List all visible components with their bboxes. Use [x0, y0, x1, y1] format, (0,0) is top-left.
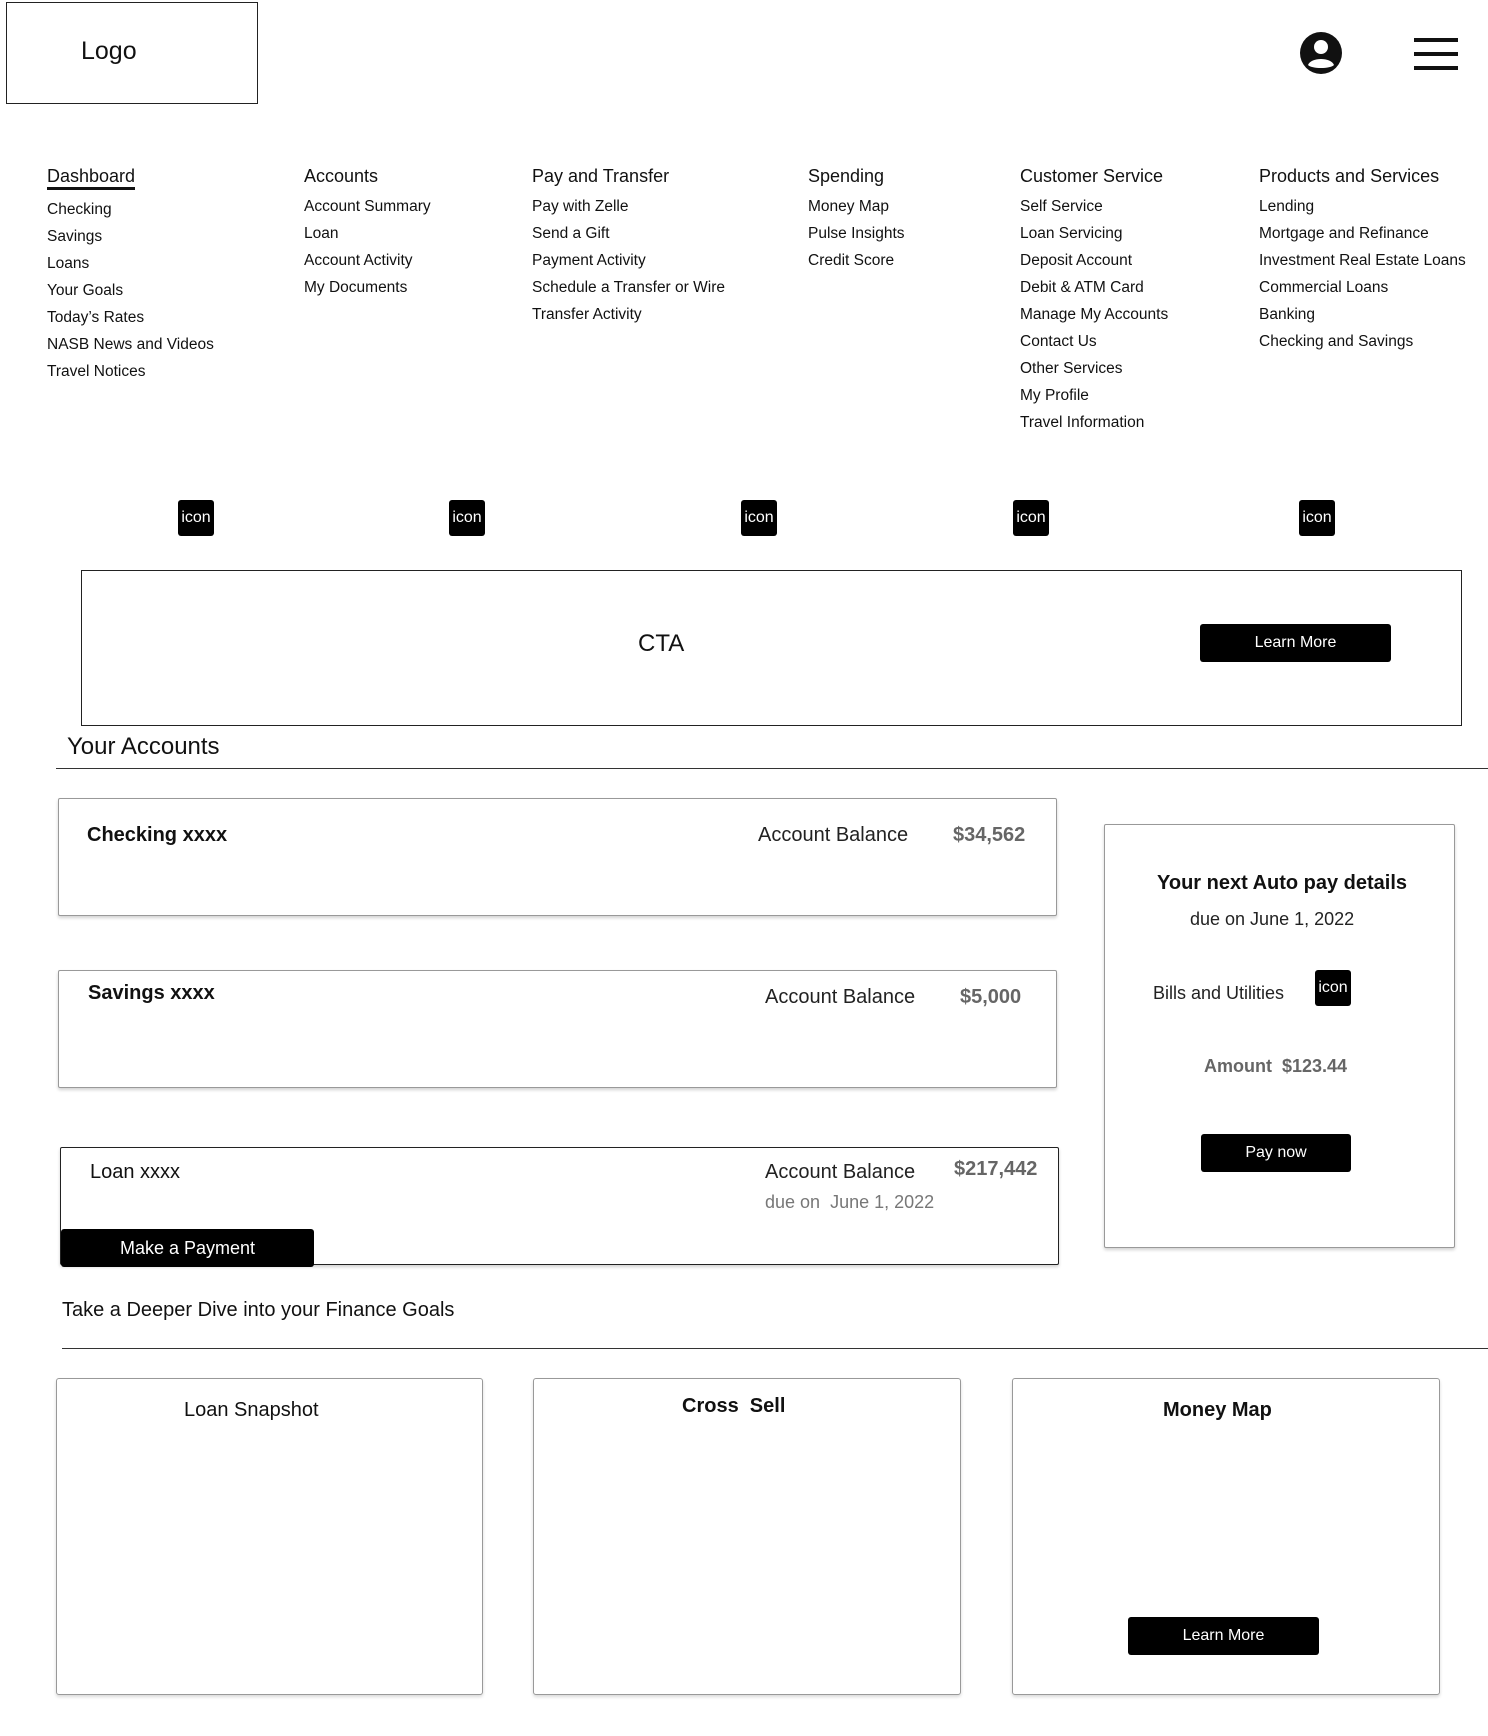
make-payment-button[interactable]: Make a Payment [61, 1229, 314, 1267]
section-divider [56, 768, 1488, 769]
balance-label: Account Balance [765, 986, 916, 1008]
nav-item-payment-activity[interactable]: Payment Activity [532, 252, 646, 269]
nav-item-banking[interactable]: Banking [1259, 306, 1316, 323]
nav-item-schedule-transfer[interactable]: Schedule a Transfer or Wire [532, 279, 725, 296]
card-title: Cross Sell [682, 1395, 786, 1417]
autopay-category: Bills and Utilities [1153, 983, 1285, 1003]
your-accounts-title: Your Accounts [67, 733, 220, 760]
nav-heading-spending[interactable]: Spending [808, 166, 885, 186]
nav-column-products [1259, 166, 1466, 355]
account-name: Checking xxxx [87, 824, 228, 846]
nav-heading-pay-transfer[interactable]: Pay and Transfer [532, 166, 670, 186]
cta-learn-more-button[interactable]: Learn More [1200, 624, 1391, 662]
logo-text: Logo [81, 37, 137, 65]
nav-heading-products[interactable]: Products and Services [1259, 166, 1440, 186]
nav-item-checking-savings[interactable]: Checking and Savings [1259, 333, 1414, 350]
goals-title: Take a Deeper Dive into your Finance Goals [62, 1299, 455, 1321]
card-title: Loan Snapshot [184, 1399, 319, 1421]
nav-item-loans[interactable]: Loans [47, 255, 90, 272]
nav-item-other-services[interactable]: Other Services [1020, 360, 1123, 377]
nav-item-my-documents[interactable]: My Documents [304, 279, 408, 296]
card-title: Money Map [1163, 1399, 1272, 1421]
quick-link-icon[interactable]: icon [178, 500, 214, 536]
quick-link-icon[interactable]: icon [1013, 500, 1049, 536]
quick-link-icon[interactable]: icon [741, 500, 777, 536]
autopay-title: Your next Auto pay details [1157, 872, 1408, 894]
money-map-learn-more-button[interactable]: Learn More [1128, 1617, 1319, 1655]
loan-snapshot-card[interactable] [56, 1378, 483, 1695]
nav-column-customer-service [1020, 166, 1168, 436]
nav-item-deposit-account[interactable]: Deposit Account [1020, 252, 1133, 269]
account-name: Savings xxxx [88, 982, 215, 1004]
nav-item-manage-my-accounts[interactable]: Manage My Accounts [1020, 306, 1169, 323]
amount-value: $123.44 [1282, 1056, 1348, 1076]
nav-item-commercial-loans[interactable]: Commercial Loans [1259, 279, 1389, 296]
autopay-due: due on June 1, 2022 [1190, 909, 1355, 929]
checking-account-card[interactable] [58, 798, 1057, 916]
nav-item-checking[interactable]: Checking [47, 201, 112, 218]
nav-item-loan[interactable]: Loan [304, 225, 339, 242]
section-divider [62, 1348, 1488, 1349]
due-label: due on [765, 1192, 821, 1212]
hamburger-menu-icon[interactable] [1414, 36, 1458, 72]
nav-item-account-summary[interactable]: Account Summary [304, 198, 431, 215]
nav-item-transfer-activity[interactable]: Transfer Activity [532, 306, 642, 323]
nav-item-travel-information[interactable]: Travel Information [1020, 414, 1145, 431]
pay-now-button[interactable]: Pay now [1201, 1134, 1351, 1172]
nav-item-your-goals[interactable]: Your Goals [47, 282, 124, 299]
nav-item-nasb-news[interactable]: NASB News and Videos [47, 336, 214, 353]
account-name: Loan xxxx [90, 1161, 181, 1183]
nav-item-credit-score[interactable]: Credit Score [808, 252, 895, 269]
nav-heading-customer-service[interactable]: Customer Service [1020, 166, 1164, 186]
nav-item-travel-notices[interactable]: Travel Notices [47, 363, 146, 380]
nav-heading-accounts[interactable]: Accounts [304, 166, 379, 186]
due-date: June 1, 2022 [830, 1192, 935, 1212]
nav-item-send-a-gift[interactable]: Send a Gift [532, 225, 610, 242]
balance-value: $217,442 [954, 1158, 1038, 1180]
bills-utilities-icon: icon [1315, 970, 1351, 1006]
autopay-panel [1104, 824, 1455, 1248]
user-circle-icon[interactable] [1298, 30, 1344, 76]
nav-column-pay-transfer [532, 166, 725, 328]
nav-heading-dashboard[interactable]: Dashboard [47, 166, 135, 190]
nav-item-investment-real-estate[interactable]: Investment Real Estate Loans [1259, 252, 1466, 269]
cta-label: CTA [638, 630, 685, 657]
nav-item-pay-with-zelle[interactable]: Pay with Zelle [532, 198, 629, 215]
balance-value: $5,000 [960, 986, 1022, 1008]
balance-label: Account Balance [765, 1161, 916, 1183]
nav-item-todays-rates[interactable]: Today’s Rates [47, 309, 145, 326]
nav-item-loan-servicing[interactable]: Loan Servicing [1020, 225, 1123, 242]
logo[interactable] [6, 2, 258, 104]
loan-due-text [765, 1192, 934, 1213]
nav-item-debit-atm-card[interactable]: Debit & ATM Card [1020, 279, 1144, 296]
nav-item-mortgage-refinance[interactable]: Mortgage and Refinance [1259, 225, 1429, 242]
money-map-card[interactable] [1012, 1378, 1440, 1695]
nav-column-spending [808, 166, 905, 274]
loan-account-card[interactable] [60, 1147, 1059, 1265]
balance-value: $34,562 [953, 824, 1026, 846]
balance-label: Account Balance [758, 824, 909, 846]
quick-link-icon[interactable]: icon [1299, 500, 1335, 536]
nav-item-pulse-insights[interactable]: Pulse Insights [808, 225, 905, 242]
nav-column-accounts [304, 166, 431, 301]
nav-item-self-service[interactable]: Self Service [1020, 198, 1103, 215]
nav-item-contact-us[interactable]: Contact Us [1020, 333, 1097, 350]
nav-item-my-profile[interactable]: My Profile [1020, 387, 1089, 404]
amount-label: Amount [1204, 1056, 1272, 1076]
nav-item-money-map[interactable]: Money Map [808, 198, 889, 215]
quick-link-icon[interactable]: icon [449, 500, 485, 536]
nav-item-account-activity[interactable]: Account Activity [304, 252, 413, 269]
savings-account-card[interactable] [58, 970, 1057, 1088]
cross-sell-card[interactable] [533, 1378, 961, 1695]
autopay-amount [1204, 1056, 1347, 1077]
nav-item-lending[interactable]: Lending [1259, 198, 1315, 215]
nav-column-dashboard [47, 166, 214, 385]
nav-item-savings[interactable]: Savings [47, 228, 103, 245]
